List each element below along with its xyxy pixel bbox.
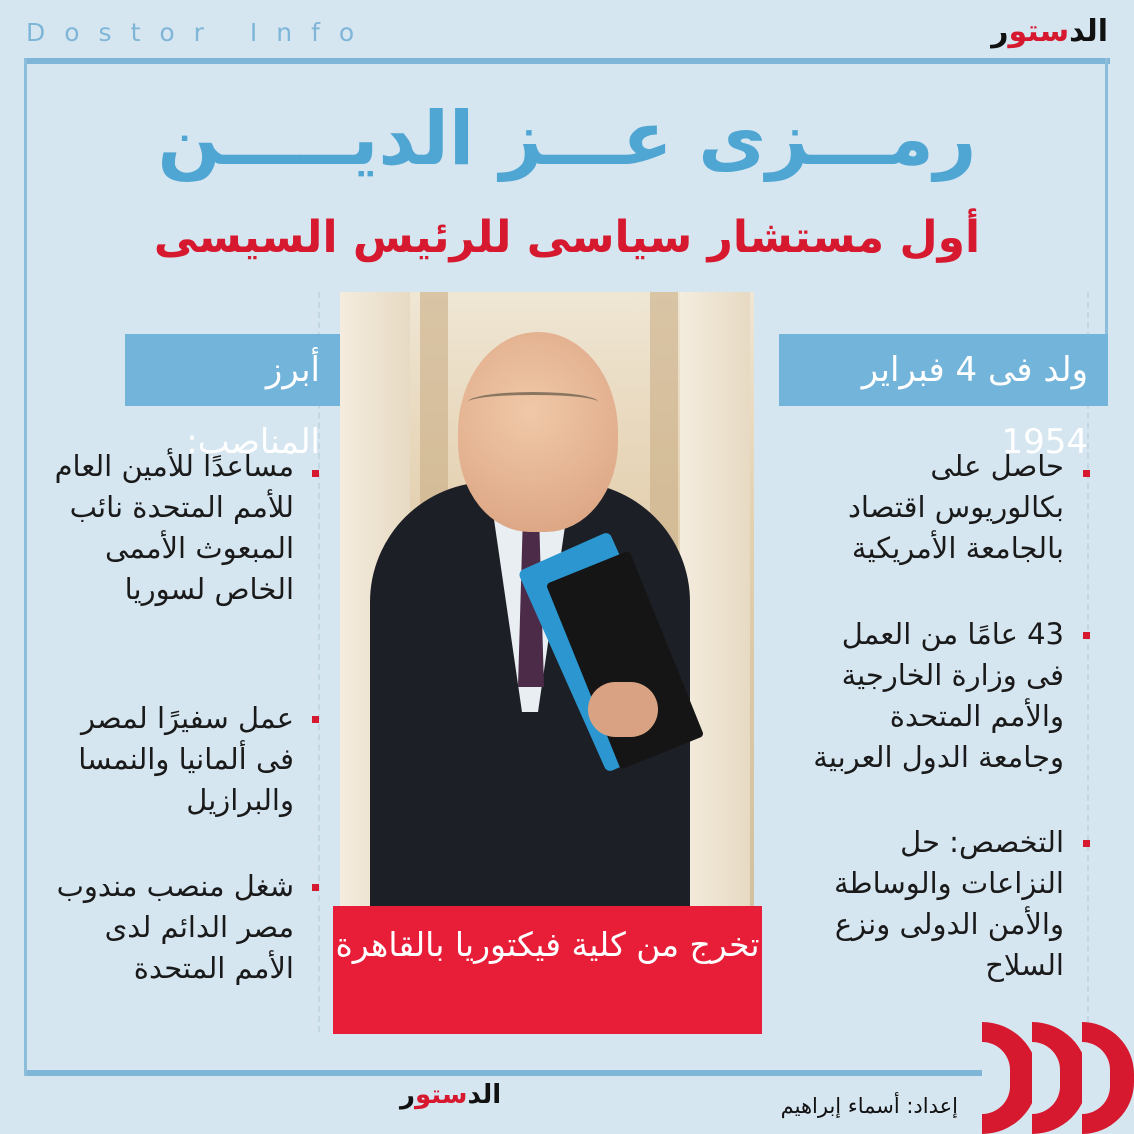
birth-heading: ولد فى 4 فبراير 1954 [779,334,1108,406]
logo-part-3: ر [991,14,1009,49]
portrait-photo [340,292,754,912]
bio-item-2: 43 عامًا من العمل فى وزارة الخارجية والأمم المتحدة وجامعة الدول العربية [813,617,1064,774]
logo-part-3: ر [400,1080,415,1110]
bullet-marker [1083,632,1090,639]
frame-top-bar [24,58,1110,64]
logo-part-1: الد [467,1080,502,1110]
position-item-3: شغل منصب مندوب مصر الدائم لدى الأمم المتحدة [56,869,294,985]
logo-top [991,14,1108,49]
logo-part-1: الد [1069,14,1108,49]
decorative-shape [982,1022,1038,1134]
bio-item-3: التخصص: حل النزاعات والوساطة والأمن الدولى ونزع السلاح [833,825,1064,982]
position-item-1: مساعدًا للأمين العام للأمم المتحدة نائب المبعوث الأممى الخاص لسوريا [54,449,294,606]
logo-part-2: ستو [414,1080,468,1110]
decorative-shape [1032,1022,1088,1134]
brand-watermark: Dostor Info [26,18,374,47]
position-item-2: عمل سفيرًا لمصر فى ألمانيا والنمسا والبرازيل [78,701,294,817]
bullet-marker [312,470,319,477]
bullet-marker [1083,470,1090,477]
decorative-shape [1082,1022,1134,1134]
logo-part-2: ستو [1008,14,1070,49]
bullet-marker [312,884,319,891]
bullet-marker [1083,840,1090,847]
bio-item-1: حاصل على بكالوريوس اقتصاد بالجامعة الأمريكية [848,449,1064,565]
author-credit: إعداد: أسماء إبراهيم [780,1094,958,1118]
page-title: رمـــزى عـــز الديـــــن [157,96,977,182]
frame-bottom-bar [24,1070,1110,1076]
positions-heading: أبرز المناصب: [125,334,340,406]
frame-left-side [24,58,27,1076]
logo-bottom [400,1080,501,1110]
education-caption: تخرج من كلية فيكتوريا بالقاهرة [333,906,762,1034]
bullet-marker [312,716,319,723]
page-subtitle: أول مستشار سياسى للرئيس السيسى [153,212,981,263]
